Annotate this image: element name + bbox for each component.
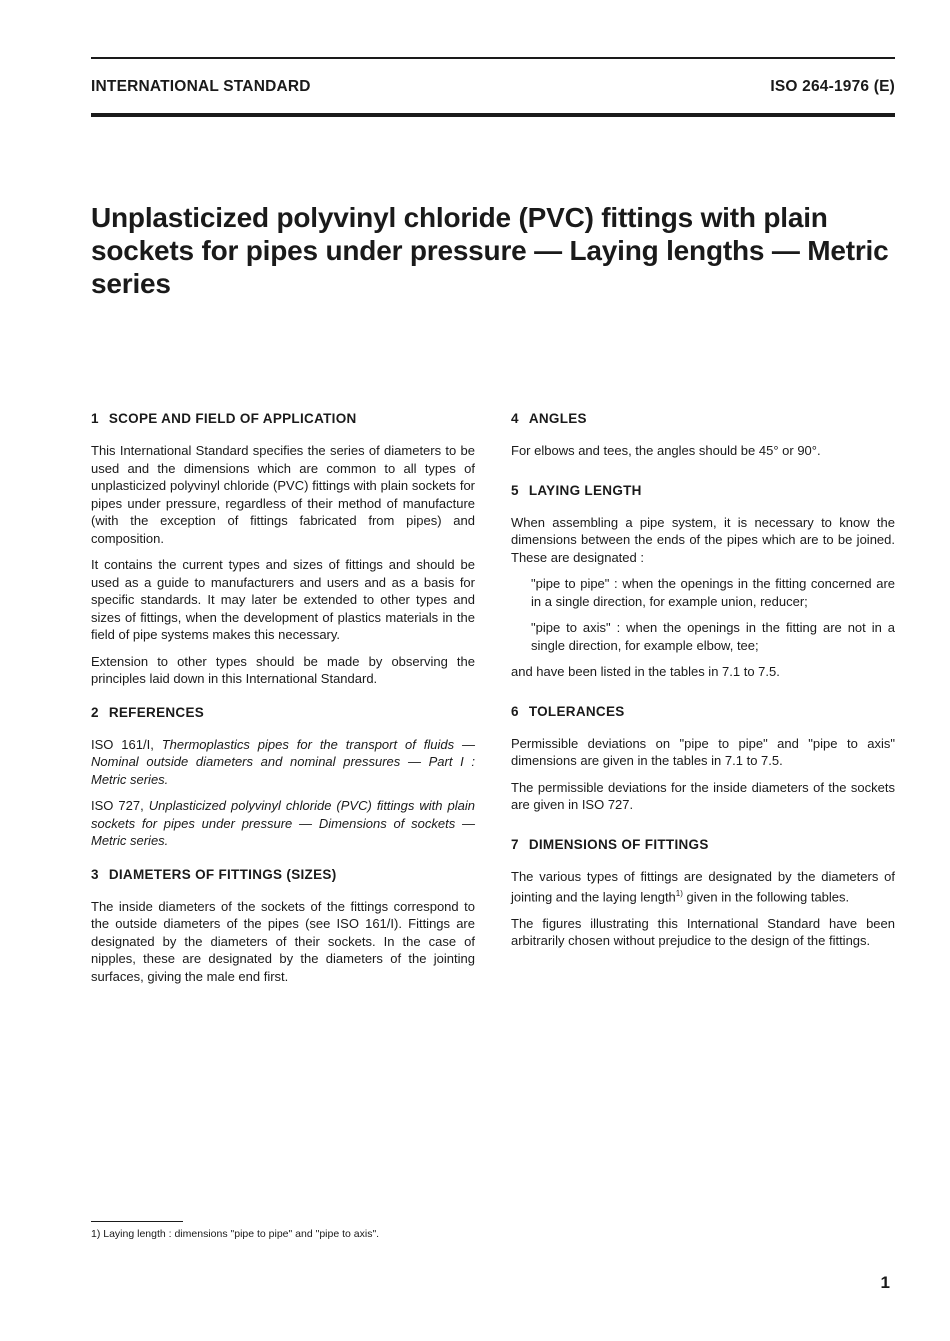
paragraph bbox=[511, 868, 895, 906]
header-rule-top bbox=[91, 57, 895, 59]
section-laying-length bbox=[511, 482, 895, 681]
section-title: LAYING LENGTH bbox=[528, 482, 642, 498]
section-number: 1 bbox=[91, 411, 99, 426]
section-heading bbox=[511, 410, 895, 428]
paragraph: The figures illustrating this International Standard have been arbitrarily chosen without prejudice to the design of the fittings. bbox=[511, 915, 895, 949]
section-number: 3 bbox=[91, 866, 99, 882]
paragraph: Extension to other types should be made by observing the principles laid down in this International Standard. bbox=[91, 653, 475, 686]
reference-title: Unplasticized polyvinyl chloride (PVC) fittings with plain sockets for pipes under pressure — Dimensions of sockets — Metric series. bbox=[91, 798, 475, 848]
section-tolerances bbox=[511, 703, 895, 814]
paragraph: and have been listed in the tables in 7.1 to 7.5. bbox=[511, 664, 780, 679]
section-heading bbox=[511, 482, 895, 500]
standard-number: ISO 264-1976 (E) bbox=[770, 78, 895, 95]
section-number: 7 bbox=[511, 836, 519, 852]
section-dimensions bbox=[511, 836, 895, 950]
section-scope bbox=[91, 410, 475, 688]
header-rule-bottom bbox=[91, 113, 895, 117]
paragraph: The inside diameters of the sockets of the fittings correspond to the outside diameters of the pipes (see ISO 161/I). Fittings are designated by the diameters of their sockets. In the case of nipples, these are designated by the diameters of the jointing surfaces, giving the male end first. bbox=[91, 898, 475, 984]
section-heading bbox=[91, 410, 475, 428]
section-references bbox=[91, 704, 475, 850]
list-item: "pipe to pipe" : when the openings in the fitting concerned are in a single direction, for example union, reducer; bbox=[531, 576, 895, 609]
right-column bbox=[511, 410, 895, 959]
section-number: 4 bbox=[511, 411, 519, 426]
paragraph: The permissible deviations for the inside diameters of the sockets are given in ISO 727. bbox=[511, 779, 895, 812]
section-heading bbox=[511, 703, 895, 721]
paragraph: When assembling a pipe system, it is necessary to know the dimensions between the ends of the pipes which are to be joined. These are designated : bbox=[511, 514, 895, 565]
paragraph-text: The various types of fittings are designated by the diameters of jointing and the laying length bbox=[511, 868, 895, 905]
list-item: "pipe to axis" : when the openings in the fitting are not in a single direction, for example elbow, tee; bbox=[531, 620, 895, 653]
document-type-label: INTERNATIONAL STANDARD bbox=[91, 78, 311, 95]
section-number: 2 bbox=[91, 704, 99, 720]
footnote: 1) Laying length : dimensions "pipe to pipe" and "pipe to axis". bbox=[91, 1228, 380, 1240]
section-angles bbox=[511, 410, 895, 460]
section-title: TOLERANCES bbox=[528, 703, 625, 719]
paragraph: For elbows and tees, the angles should be 45° or 90°. bbox=[511, 443, 821, 458]
section-title: REFERENCES bbox=[108, 704, 205, 720]
paragraph-text: given in the following tables. bbox=[682, 889, 850, 905]
reference-item bbox=[91, 736, 475, 789]
footnote-marker: 1) bbox=[675, 889, 683, 898]
section-number: 5 bbox=[511, 482, 519, 498]
paragraph: Permissible deviations on "pipe to pipe" and "pipe to axis" dimensions are given in the tables in 7.1 to 7.5. bbox=[511, 735, 895, 768]
section-heading bbox=[91, 866, 475, 884]
left-column bbox=[91, 410, 475, 994]
section-title: DIMENSIONS OF FITTINGS bbox=[528, 836, 709, 852]
section-heading bbox=[511, 836, 895, 854]
page-number: 1 bbox=[880, 1273, 890, 1292]
reference-code: ISO 161/I, bbox=[91, 736, 154, 752]
section-heading bbox=[91, 704, 475, 722]
section-title: SCOPE AND FIELD OF APPLICATION bbox=[108, 411, 357, 426]
section-diameters bbox=[91, 866, 475, 986]
section-title: ANGLES bbox=[528, 411, 587, 426]
reference-code: ISO 727, bbox=[91, 798, 144, 813]
paragraph: It contains the current types and sizes of fittings and should be used as a guide to manufacturers and users and as a basis for specific standards. It may later be extended to other types and sizes of fittings, when the development of plastics materials in the field of pipe systems makes this necessary. bbox=[91, 557, 475, 642]
section-number: 6 bbox=[511, 703, 519, 719]
footnote-rule bbox=[91, 1221, 183, 1222]
reference-item bbox=[91, 797, 475, 850]
paragraph: This International Standard specifies the series of diameters to be used and the dimensions which are common to all types of unplasticized polyvinyl chloride (PVC) fittings with plain sockets for pipes under pressure, regardless of their method of manufacture (with the exception of fittings fabricated from pipes) and composition. bbox=[91, 443, 475, 546]
section-title: DIAMETERS OF FITTINGS (SIZES) bbox=[108, 866, 337, 882]
page-title: Unplasticized polyvinyl chloride (PVC) fittings with plain sockets for pipes under pressure — Laying lengths — Metric series bbox=[91, 202, 889, 299]
reference-title: Thermoplastics pipes for the transport of fluids — Nominal outside diameters and nominal pressures — Part I : Metric series. bbox=[91, 736, 475, 787]
